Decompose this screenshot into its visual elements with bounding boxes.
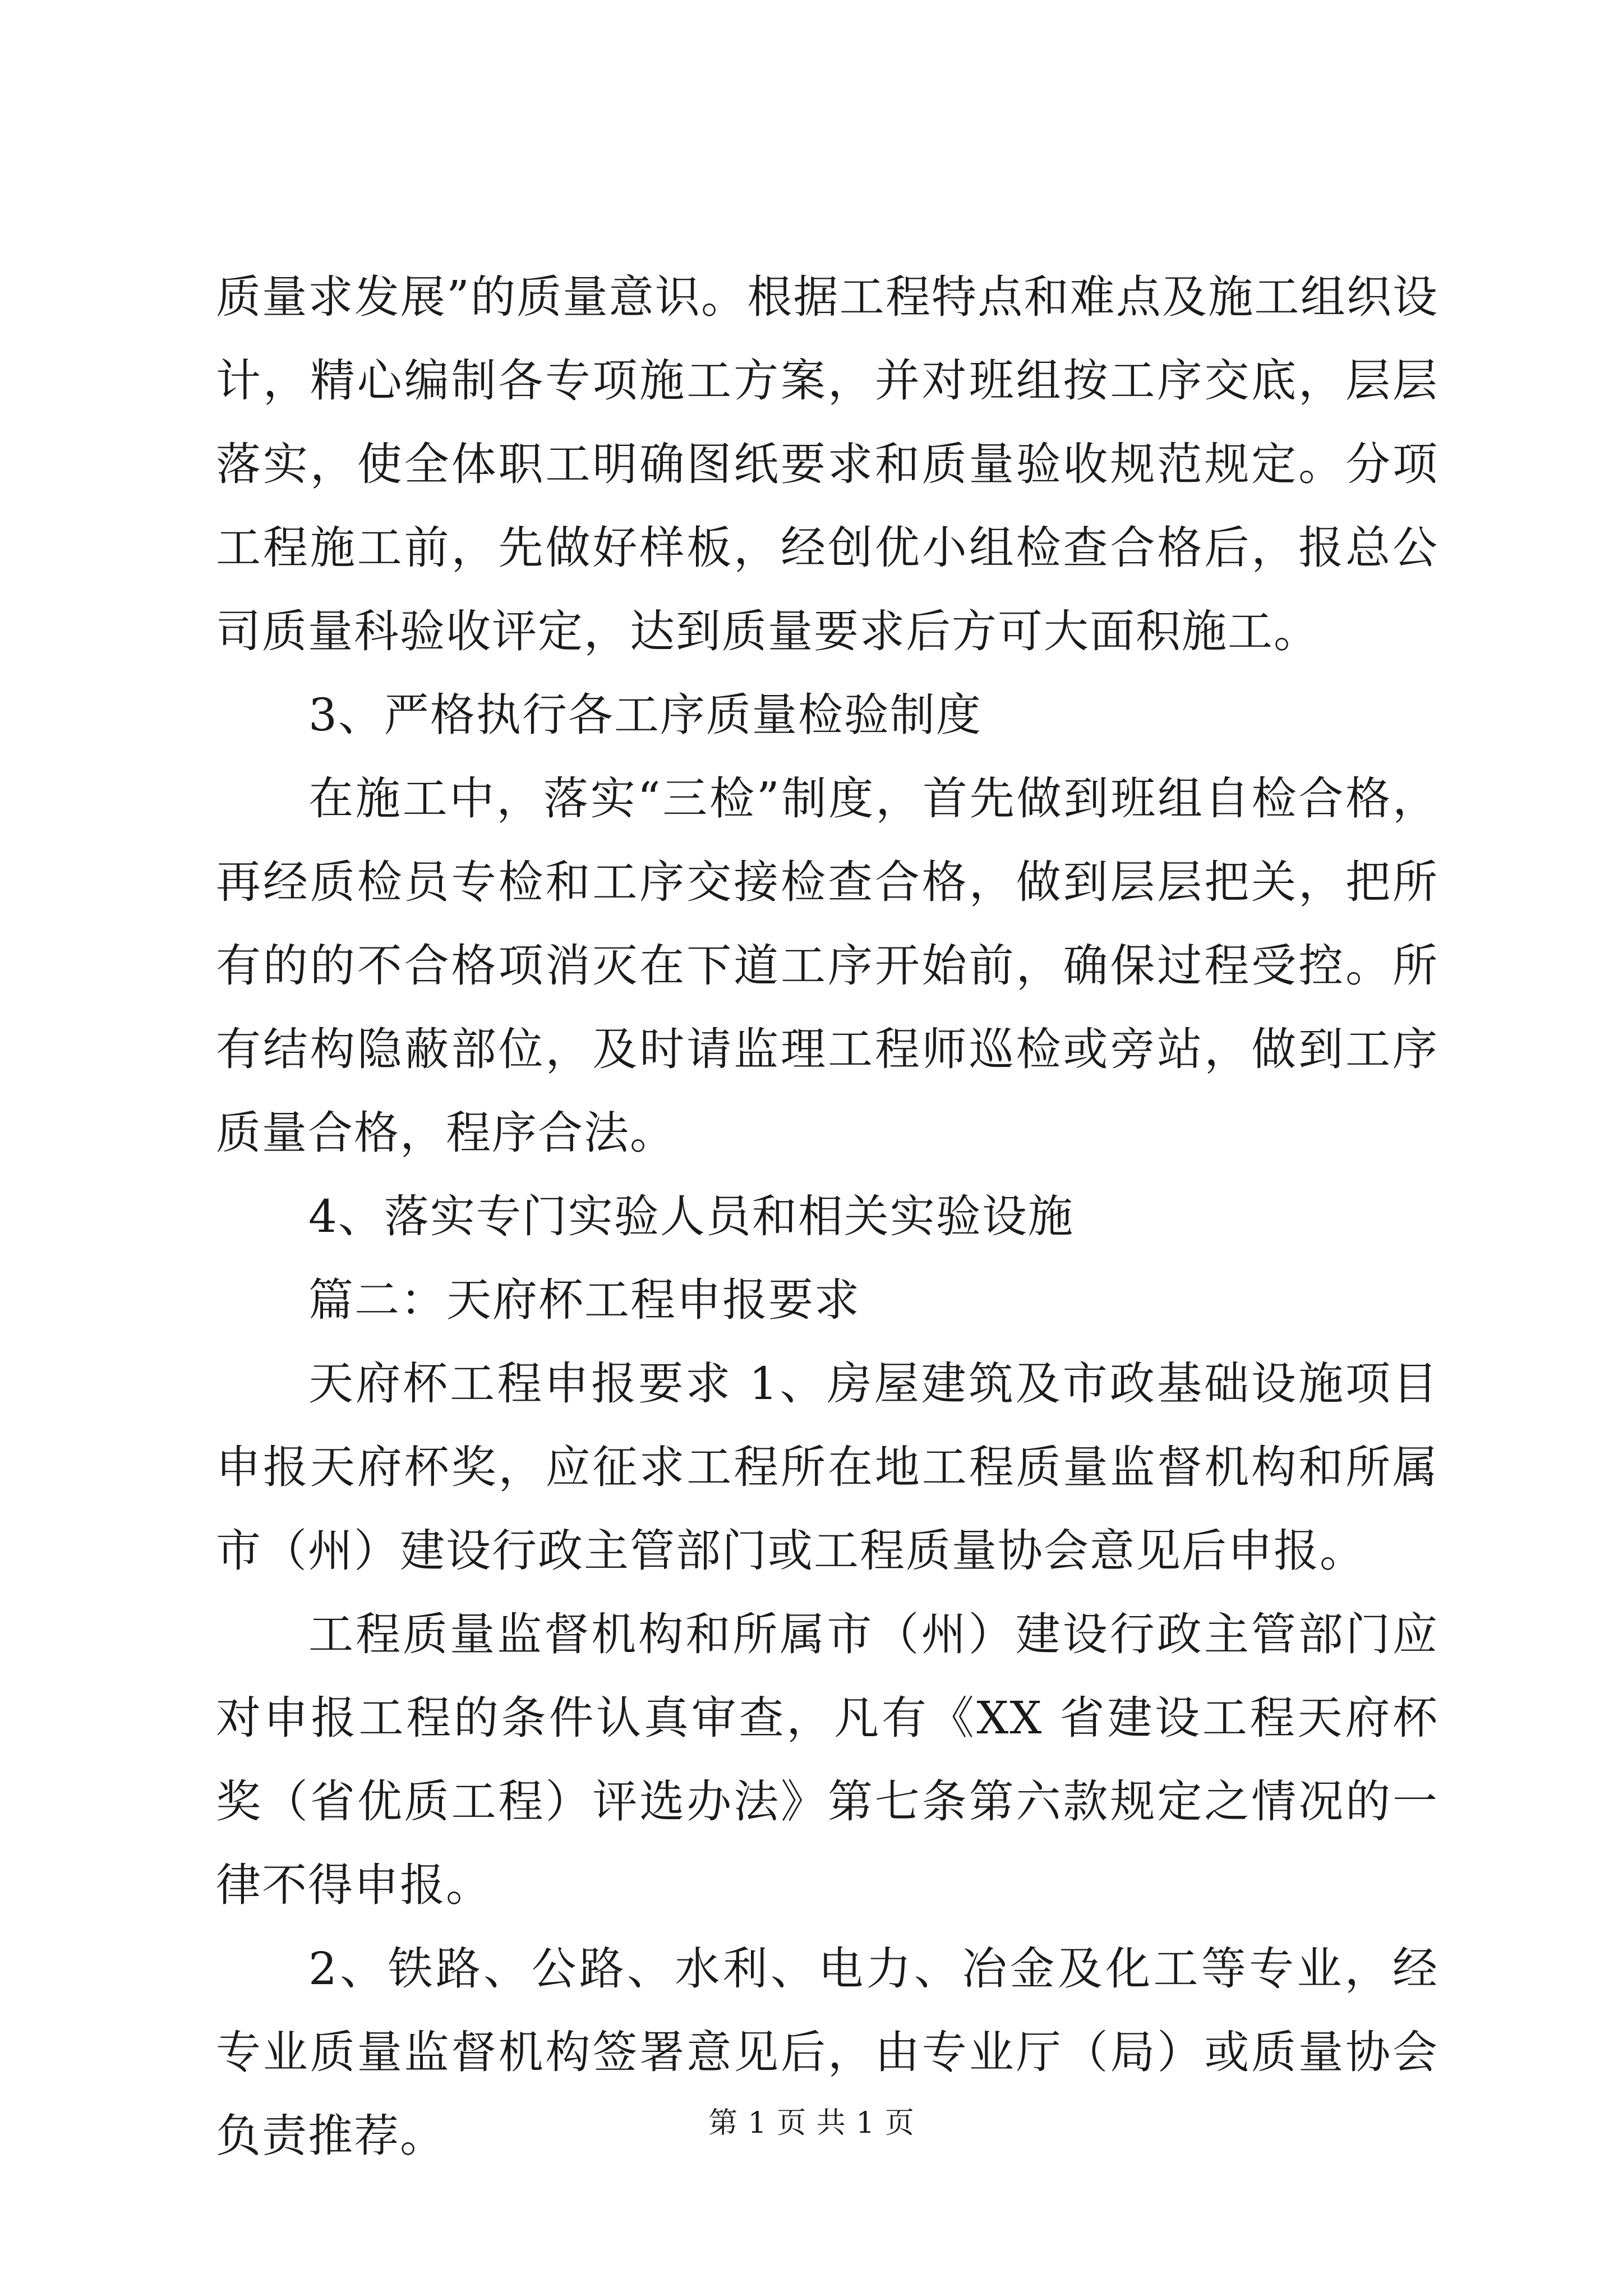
paragraph-quality-awareness: 质量求发展”的质量意识。根据工程特点和难点及施工组织设计，精心编制各专项施工方案，并对班组按工序交底，层层落实，使全体职工明确图纸要求和质量验收规范规定。分项工程施工前，先做好样板，经创优小组检查合格后，报总公司质量科验收评定，达到质量要求后方可大面积施工。 xyxy=(216,271,1438,657)
document-body xyxy=(216,255,1438,2178)
heading-lab-staff: 4、落实专门实验人员和相关实验设施 xyxy=(308,1190,1074,1243)
heading-part-two: 篇二：天府杯工程申报要求 xyxy=(308,1274,860,1326)
paragraph-three-checks: 在施工中，落实“三检”制度，首先做到班组自检合格，再经质检员专检和工序交接检查合格，做到层层把关，把所有的的不合格项消灭在下道工序开始前，确保过程受控。所有结构隐蔽部位，及时请监理工程师巡检或旁站，做到工序质量合格，程序合法。 xyxy=(216,772,1438,1159)
paragraph-review-conditions: 工程质量监督机构和所属市（州）建设行政主管部门应对申报工程的条件认真审查，凡有《XX 省建设工程天府杯奖（省优质工程）评选办法》第七条第六款规定之情况的一律不得申报。 xyxy=(216,1608,1438,1911)
paragraph-application-requirement-2: 2、铁路、公路、水利、电力、冶金及化工等专业，经专业质量监督机构签署意见后，由专业厅（局）或质量协会负责推荐。 xyxy=(216,1943,1438,2162)
paragraph-application-requirement-1: 天府杯工程申报要求 1、房屋建筑及市政基础设施项目申报天府杯奖，应征求工程所在地工程质量监督机构和所属市（州）建设行政主管部门或工程质量协会意见后申报。 xyxy=(216,1358,1438,1577)
heading-inspection-system: 3、严格执行各工序质量检验制度 xyxy=(308,689,982,741)
page-number-footer: 第 1 页 共 1 页 xyxy=(708,2106,915,2140)
